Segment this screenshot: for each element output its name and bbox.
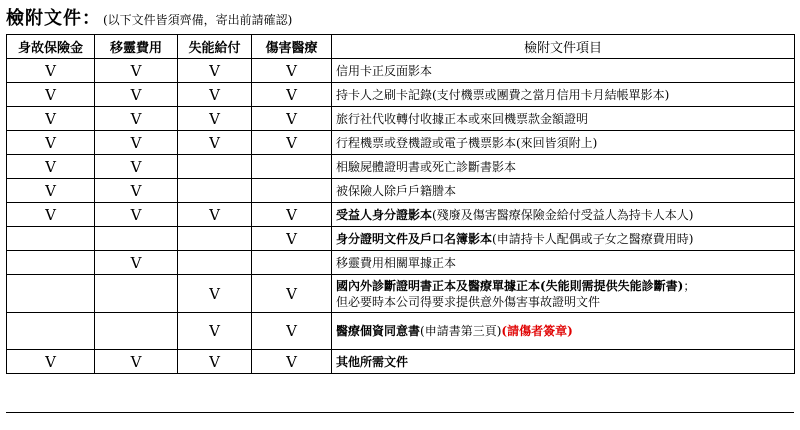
table-row	[7, 350, 795, 374]
section-heading	[6, 4, 292, 28]
document-item-text: 受益人身分證影本	[336, 207, 433, 222]
check-mark-death-benefit: V	[7, 83, 95, 107]
document-item-text: 相驗屍體證明書或死亡診斷書影本	[336, 159, 517, 174]
empty-cell-death-benefit	[7, 227, 95, 251]
check-mark-repatriation-cost: V	[95, 59, 178, 83]
check-mark-injury-medical: V	[252, 227, 332, 251]
check-mark-death-benefit: V	[7, 107, 95, 131]
check-mark-disability-benefit: V	[178, 107, 252, 131]
section-title: 檢附文件：	[6, 8, 101, 29]
check-mark-injury-medical: V	[252, 131, 332, 155]
column-header-document-items: 檢附文件項目	[332, 35, 795, 59]
document-item-text: 持卡人之刷卡記錄(支付機票或團費之當月信用卡月結帳單影本)	[336, 87, 670, 102]
document-item-description	[332, 59, 795, 83]
document-item-description	[332, 227, 795, 251]
check-mark-injury-medical: V	[252, 107, 332, 131]
document-item-text: (申請持卡人配偶或子女之醫療費用時)	[492, 231, 694, 246]
check-mark-injury-medical: V	[252, 275, 332, 313]
document-item-text: 信用卡正反面影本	[336, 63, 433, 78]
column-header-repatriation-cost: 移靈費用	[95, 35, 178, 59]
check-mark-disability-benefit: V	[178, 59, 252, 83]
section-note: (以下文件皆須齊備，寄出前請確認)	[103, 13, 293, 27]
check-mark-injury-medical: V	[252, 59, 332, 83]
table-row	[7, 251, 795, 275]
attachment-table	[6, 34, 795, 374]
table-row	[7, 203, 795, 227]
empty-cell-death-benefit	[7, 313, 95, 350]
table-row	[7, 179, 795, 203]
document-item-text: ；	[683, 278, 696, 293]
empty-cell-disability-benefit	[178, 179, 252, 203]
empty-cell-injury-medical	[252, 179, 332, 203]
empty-cell-death-benefit	[7, 251, 95, 275]
check-mark-repatriation-cost: V	[95, 83, 178, 107]
table-row	[7, 313, 795, 350]
check-mark-death-benefit: V	[7, 350, 95, 374]
column-header-death-benefit: 身故保險金	[7, 35, 95, 59]
check-mark-injury-medical: V	[252, 83, 332, 107]
empty-cell-disability-benefit	[178, 227, 252, 251]
empty-cell-death-benefit	[7, 275, 95, 313]
empty-cell-disability-benefit	[178, 251, 252, 275]
check-mark-death-benefit: V	[7, 203, 95, 227]
check-mark-repatriation-cost: V	[95, 251, 178, 275]
check-mark-injury-medical: V	[252, 203, 332, 227]
check-mark-repatriation-cost: V	[95, 107, 178, 131]
check-mark-repatriation-cost: V	[95, 131, 178, 155]
column-header-disability-benefit: 失能給付	[178, 35, 252, 59]
table-row	[7, 131, 795, 155]
table-row	[7, 275, 795, 313]
check-mark-repatriation-cost: V	[95, 155, 178, 179]
table-header-row	[7, 35, 795, 59]
document-item-text: 國內外診斷證明書正本及醫療單據正本(失能則需提供失能診斷書)	[336, 278, 684, 293]
check-mark-death-benefit: V	[7, 155, 95, 179]
empty-cell-repatriation-cost	[95, 313, 178, 350]
document-item-description	[332, 155, 795, 179]
bottom-rule	[6, 412, 794, 413]
check-mark-death-benefit: V	[7, 59, 95, 83]
table-row	[7, 107, 795, 131]
check-mark-repatriation-cost: V	[95, 179, 178, 203]
document-item-text: 身分證明文件及戶口名簿影本	[336, 231, 493, 246]
table-row	[7, 155, 795, 179]
document-item-description	[332, 107, 795, 131]
document-item-text: 移靈費用相關單據正本	[336, 255, 457, 270]
check-mark-disability-benefit: V	[178, 83, 252, 107]
document-item-description	[332, 179, 795, 203]
document-item-text: 旅行社代收轉付收據正本或來回機票款金額證明	[336, 111, 589, 126]
document-item-description	[332, 313, 795, 350]
document-item-text: 被保險人除戶戶籍謄本	[336, 183, 457, 198]
document-item-description	[332, 131, 795, 155]
table-row	[7, 83, 795, 107]
check-mark-death-benefit: V	[7, 179, 95, 203]
check-mark-injury-medical: V	[252, 313, 332, 350]
document-item-description	[332, 203, 795, 227]
empty-cell-disability-benefit	[178, 155, 252, 179]
table-row	[7, 227, 795, 251]
check-mark-injury-medical: V	[252, 350, 332, 374]
empty-cell-repatriation-cost	[95, 227, 178, 251]
document-item-description	[332, 83, 795, 107]
table-row	[7, 59, 795, 83]
document-item-description	[332, 275, 795, 313]
empty-cell-injury-medical	[252, 251, 332, 275]
check-mark-disability-benefit: V	[178, 275, 252, 313]
document-item-text: 但必要時本公司得要求提供意外傷害事故證明文件	[336, 294, 601, 309]
check-mark-death-benefit: V	[7, 131, 95, 155]
document-item-text: 行程機票或登機證或電子機票影本(來回皆須附上)	[336, 135, 598, 150]
document-item-text: (請傷者簽章)	[501, 324, 573, 338]
check-mark-repatriation-cost: V	[95, 350, 178, 374]
column-header-injury-medical: 傷害醫療	[252, 35, 332, 59]
check-mark-disability-benefit: V	[178, 203, 252, 227]
document-item-description	[332, 251, 795, 275]
document-item-description	[332, 350, 795, 374]
document-item-text: 其他所需文件	[336, 354, 409, 369]
check-mark-disability-benefit: V	[178, 131, 252, 155]
table-body	[7, 59, 795, 374]
document-item-text: 醫療個資同意書	[336, 324, 421, 338]
check-mark-disability-benefit: V	[178, 313, 252, 350]
document-item-text: (申請書第三頁)	[420, 324, 502, 338]
check-mark-disability-benefit: V	[178, 350, 252, 374]
check-mark-repatriation-cost: V	[95, 203, 178, 227]
empty-cell-injury-medical	[252, 155, 332, 179]
document-item-text: (殘廢及傷害醫療保險金給付受益人為持卡人本人)	[432, 207, 694, 222]
empty-cell-repatriation-cost	[95, 275, 178, 313]
